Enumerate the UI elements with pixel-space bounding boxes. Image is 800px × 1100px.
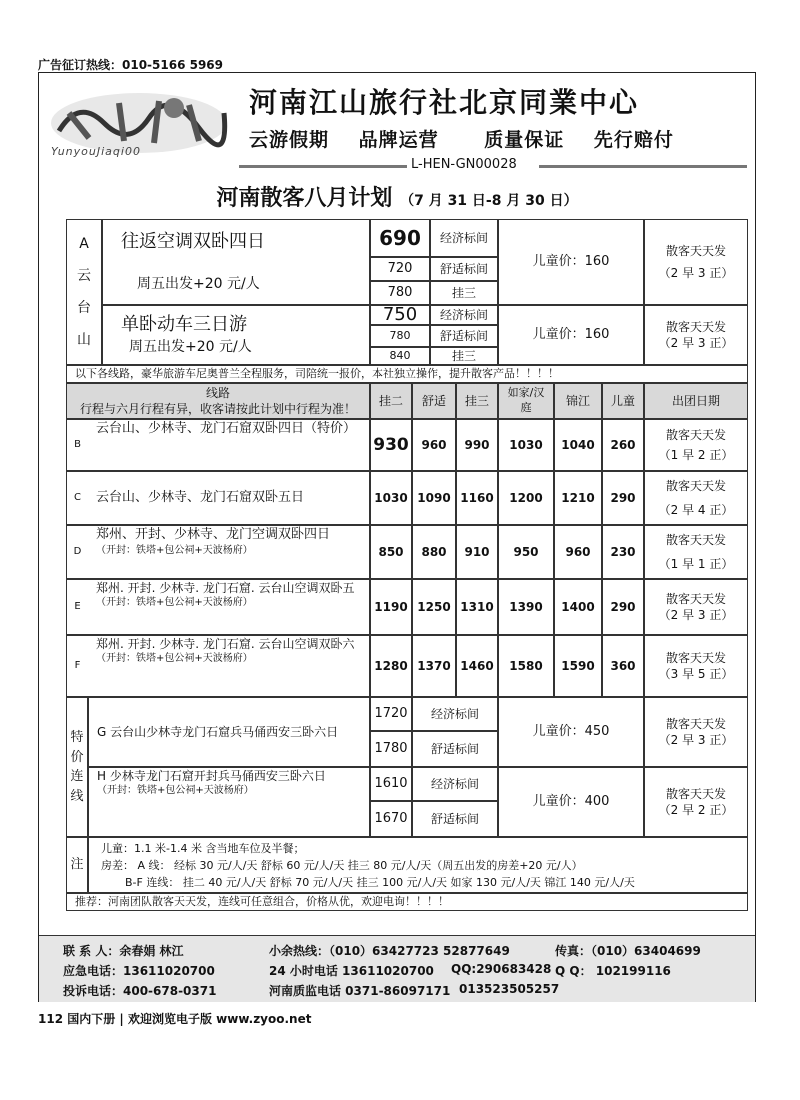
route-name-text: 云台山、少林寺、龙门石窟双卧五日 [96,490,305,506]
meals-text: （2 早 4 正） [658,503,734,517]
price-cell: 1030 [370,471,412,525]
price-cell: 880 [412,525,456,579]
meals-text: （1 早 1 正） [658,557,734,571]
price-cell: 1400 [554,579,602,635]
special-char: 连 [70,769,84,784]
room-a2-0: 经济标间 [430,305,498,325]
section-a-label [66,219,102,365]
route-name [88,419,370,471]
depart-a1 [644,219,748,305]
route-name [88,471,370,525]
contact-block [39,935,755,1002]
price-a2-1: 780 [370,325,430,347]
price-h-0: 1610 [370,767,412,801]
price-cell: 1280 [370,635,412,697]
price-cell: 260 [602,419,644,471]
route-sub-text: （开封：铁塔+包公祠+天波杨府） [96,653,253,665]
plan-title-text: 河南散客八月计划 [216,186,393,211]
route-name [88,525,370,579]
meals-text: （2 早 3 正） [658,733,734,747]
meals-text: （3 早 5 正） [658,667,734,681]
slogan-4: 先行赔付 [593,129,674,151]
section-a-char: 台 [77,300,91,316]
price-cell: 290 [602,579,644,635]
price-cell: 1250 [412,579,456,635]
depart-cell [644,471,748,525]
depart-text: 散客天天发 [665,478,726,493]
route-g-text: G 云台山少林寺龙门石窟兵马俑西安三卧六日 [97,724,339,739]
route-g-name [88,697,370,767]
depart-text: 散客天天发 [665,243,726,258]
price-cell: 1040 [554,419,602,471]
special-char: 特 [70,730,84,745]
contact-person: 联 系 人：余春娟 林江 [63,944,184,958]
contact-emergency: 应急电话：13611020700 [63,964,215,978]
notes-body [88,837,748,893]
child-price-a2: 儿童价：160 [498,305,644,365]
service-banner: 以下各线路，豪华旅游车尼奥普兰全程服务，司陪统一报价，本社独立操作，提升散客产品！！！！ [66,365,748,383]
room-a2-1: 舒适标间 [430,325,498,347]
route-h-sub: （开封：铁塔+包公祠+天波杨府） [97,785,254,797]
header-col-0: 挂二 [370,383,412,419]
special-char: 线 [70,788,84,804]
price-cell: 990 [456,419,498,471]
route-name-text: 郑州. 开封. 少林寺. 龙门石窟. 云台山空调双卧六 [96,637,355,651]
price-cell: 290 [602,471,644,525]
price-cell: 1210 [554,471,602,525]
contact-mobile: 013523505257 [459,982,560,996]
route-name [88,635,370,697]
room-a1-1: 舒适标间 [430,257,498,281]
header-col-5: 儿童 [602,383,644,419]
route-name-text: 云台山、少林寺、龙门石窟双卧四日（特价） [96,421,357,436]
route-h-text: H 少林寺龙门石窟开封兵马俑西安三卧六日 [97,769,326,783]
price-h-1: 1670 [370,801,412,837]
header-route-note: 行程与六月行程有异，收客请按此计划中行程为准！ [79,402,356,416]
route-name [88,579,370,635]
route-code: C [66,471,88,525]
price-cell: 230 [602,525,644,579]
contact-24h: 24 小时电话 13611020700 [269,964,434,978]
price-a1-2: 780 [370,281,430,305]
route-a1-note: 周五出发+20 元/人 [137,275,260,292]
contact-quality: 河南质监电话 0371-86097171 [269,984,451,998]
depart-text: 散客天天发 [665,319,726,334]
plan-title [39,181,755,212]
contact-qq1: QQ:290683428 [451,962,552,976]
price-cell: 1370 [412,635,456,697]
header-col-1: 舒适 [412,383,456,419]
section-a-letter: A [79,235,89,252]
room-a1-0: 经济标间 [430,219,498,257]
price-cell: 960 [412,419,456,471]
logo-text: YunyouJiaqi00 [51,145,141,158]
depart-text: 散客天天发 [665,716,726,731]
contact-fax: 传真：（010）63404699 [555,944,701,958]
section-a-char: 山 [77,332,91,349]
plan-dates: （7 月 31 日-8 月 30 日） [400,193,578,209]
price-cell: 1030 [498,419,554,471]
meals-text: （2 早 3 正） [658,336,734,350]
depart-h [644,767,748,837]
agency-title: 河南江山旅行社北京同業中心 [249,86,640,119]
slogan-1: 云游假期 [249,129,330,151]
price-cell: 360 [602,635,644,697]
room-h-1: 舒适标间 [412,801,498,837]
room-a1-2: 挂三 [430,281,498,305]
room-h-0: 经济标间 [412,767,498,801]
route-name-text: 郑州、开封、少林寺、龙门空调双卧四日 [96,527,331,542]
route-code: D [66,525,88,579]
depart-cell [644,579,748,635]
price-cell: 1190 [370,579,412,635]
room-g-1: 舒适标间 [412,731,498,767]
price-cell: 1310 [456,579,498,635]
recommend-line: 推荐：河南团队散客天天发，连线可任意组合，价格从优，欢迎电询！！！！ [66,893,748,911]
price-a2-0: 750 [370,305,430,325]
route-a2-name: 单卧动车三日游 [121,314,247,336]
price-a2-2: 840 [370,347,430,365]
slogan-2: 品牌运营 [358,129,439,151]
route-code: E [66,579,88,635]
route-h-name [88,767,370,837]
price-cell: 1200 [498,471,554,525]
price-cell: 910 [456,525,498,579]
route-sub-text: （开封：铁塔+包公祠+天波杨府） [96,597,253,609]
header-route-title: 线路 [205,385,230,400]
page-frame [38,72,756,1002]
price-g-1: 1780 [370,731,412,767]
route-code: F [66,635,88,697]
room-a2-2: 挂三 [430,347,498,365]
price-cell: 1390 [498,579,554,635]
price-a1-1: 720 [370,257,430,281]
header-col-4: 锦江 [554,383,602,419]
section-a-char: 云 [77,267,91,284]
slogan-3: 质量保证 [484,129,565,151]
price-cell: 1460 [456,635,498,697]
license-divider [239,159,747,173]
notes-label: 注 [66,837,88,893]
price-cell: 1590 [554,635,602,697]
price-cell: 1090 [412,471,456,525]
route-sub-text: （开封：铁塔+包公祠+天波杨府） [96,544,253,556]
price-cell: 1160 [456,471,498,525]
header-col-6: 出团日期 [644,383,748,419]
contact-hotline: 小余热线：（010）63427723 52877649 [269,944,510,958]
depart-cell [644,419,748,471]
notes-line-1: 儿童：1.1 米-1.4 米 含当地车位及半餐； [101,841,305,855]
price-a1-0: 690 [370,219,430,257]
header-col-2: 挂三 [456,383,498,419]
depart-text: 散客天天发 [665,427,726,442]
depart-text: 散客天天发 [665,532,726,547]
route-a2-info [102,305,370,365]
child-price-a1: 儿童价：160 [498,219,644,305]
license-number: L-HEN-GN00028 [407,157,521,172]
price-cell: 950 [498,525,554,579]
contact-complaint: 投诉电话：400-678-0371 [63,984,217,998]
notes-line-2: 房差： A 线： 经标 30 元/人/天 舒标 60 元/人/天 挂三 80 元/人/天（周五出发的房差+20 元/人） [101,858,583,872]
special-char: 价 [70,749,84,765]
child-price-g: 儿童价：450 [498,697,644,767]
price-cell: 960 [554,525,602,579]
child-price-h: 儿童价：400 [498,767,644,837]
room-g-0: 经济标间 [412,697,498,731]
slogan-line [249,125,696,152]
depart-g [644,697,748,767]
depart-text: 散客天天发 [665,786,726,801]
depart-text: 散客天天发 [665,591,726,606]
route-a1-info [102,219,370,305]
depart-cell [644,525,748,579]
page-footer: 112 国内下册 | 欢迎浏览电子版 www.zyoo.net [38,1012,312,1026]
ad-hotline: 广告征订热线：010-5166 5969 [38,58,224,72]
header-route [66,383,370,419]
meals-text: （2 早 2 正） [658,803,734,817]
route-code: B [66,419,88,471]
depart-cell [644,635,748,697]
header-col-3: 如家/汉庭 [498,383,554,419]
meals-text: （2 早 3 正） [658,266,734,280]
depart-text: 散客天天发 [665,650,726,665]
special-label [66,697,88,837]
route-name-text: 郑州. 开封. 少林寺. 龙门石窟. 云台山空调双卧五 [96,581,355,595]
depart-a2 [644,305,748,365]
notes-line-3: B-F 连线： 挂二 40 元/人/天 舒标 70 元/人/天 挂三 100 元/人/天 如家 130 元/人/天 锦江 140 元/人/天 [125,875,635,889]
price-g-0: 1720 [370,697,412,731]
route-a2-note: 周五出发+20 元/人 [129,338,252,355]
route-a1-name: 往返空调双卧四日 [121,231,265,253]
price-cell: 850 [370,525,412,579]
meals-text: （2 早 3 正） [658,608,734,622]
price-cell: 1580 [498,635,554,697]
contact-qq2: Q Q： 102199116 [555,964,671,978]
meals-text: （1 早 2 正） [658,448,734,462]
price-cell: 930 [370,419,412,471]
